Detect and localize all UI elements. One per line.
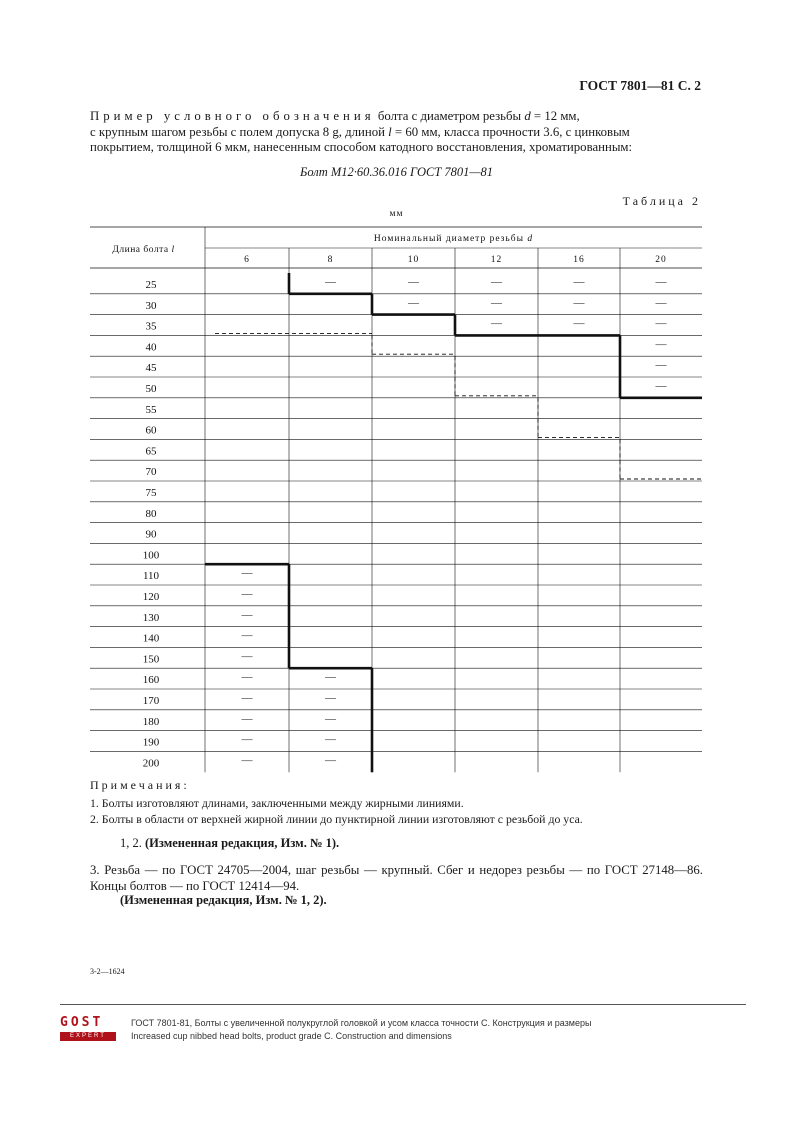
logo-bottom-text: EXPERT bbox=[60, 1032, 116, 1041]
length-cell-55: 55 bbox=[145, 403, 157, 416]
dash-cell: — bbox=[241, 629, 253, 642]
dash-cell: — bbox=[241, 712, 253, 725]
edit-note-2: (Измененная редакция, Изм. № 1, 2). bbox=[120, 893, 327, 907]
l-symbol: l bbox=[388, 124, 392, 139]
table-caption: Таблица 2 bbox=[622, 194, 701, 208]
header-diameter-label: Номинальный диаметр резьбы d bbox=[373, 234, 534, 244]
length-cell-200: 200 bbox=[142, 757, 160, 770]
dash-cell: — bbox=[491, 296, 502, 309]
header-length-symbol: l bbox=[171, 245, 175, 255]
dash-cell: — bbox=[408, 276, 419, 288]
page-title: ГОСТ 7801—81 С. 2 bbox=[579, 78, 701, 93]
dash-cell: — bbox=[241, 733, 253, 746]
edit-note-1 bbox=[120, 836, 339, 851]
length-cell-90: 90 bbox=[145, 528, 157, 541]
dash-cell: — bbox=[491, 276, 502, 288]
print-code: 3-2—1624 bbox=[90, 967, 125, 976]
length-cell-45: 45 bbox=[145, 362, 157, 375]
dash-cell: — bbox=[573, 276, 585, 288]
notes-title: Примечания: bbox=[90, 778, 190, 792]
dash-cell: — bbox=[655, 317, 667, 330]
footer-title-ru: ГОСТ 7801-81, Болты с увеличенной полукруглой головкой и усом класса точности С. Конструкция и размеры bbox=[131, 1018, 592, 1028]
d-symbol: d bbox=[524, 109, 531, 123]
note-1: 1. Болты изготовляют длинами, заключенными между жирными линиями. bbox=[90, 796, 464, 810]
length-cell-100: 100 bbox=[142, 549, 160, 562]
item-3: 3. Резьба — по ГОСТ 24705—2004, шаг резьбы — крупный. Сбег и недорез резьбы — по ГОСТ 27148—86. Концы болтов — по ГОСТ 12414—94. bbox=[90, 863, 703, 893]
dash-cell: — bbox=[241, 671, 253, 684]
dash-cell: — bbox=[241, 650, 253, 663]
length-cell-25: 25 bbox=[145, 279, 157, 291]
example-line-2a: с крупным шагом резьбы с полем допуска 8 g, длиной bbox=[90, 124, 389, 139]
length-cell-70: 70 bbox=[145, 466, 157, 479]
length-cell-160: 160 bbox=[142, 674, 160, 687]
dash-cell: — bbox=[325, 733, 336, 746]
diameter-header-20: 20 bbox=[655, 255, 667, 265]
header-length-label: Длина болта l bbox=[112, 245, 175, 255]
diameter-header-16: 16 bbox=[573, 255, 585, 265]
dash-cell: — bbox=[408, 296, 419, 309]
dash-cell: — bbox=[655, 296, 667, 309]
dash-cell: — bbox=[241, 567, 253, 580]
gost-expert-logo bbox=[60, 1016, 116, 1042]
length-cell-80: 80 bbox=[145, 507, 157, 520]
example-line-2b: = 60 мм, класса прочности 3.6, с цинковым bbox=[391, 124, 630, 139]
diameter-header-10: 10 bbox=[407, 255, 420, 265]
length-cell-65: 65 bbox=[145, 445, 157, 458]
example-line-3: покрытием, толщиной 6 мкм, нанесенным способом катодного восстановления, хроматированным: bbox=[90, 140, 633, 154]
length-cell-75: 75 bbox=[145, 487, 157, 499]
length-cell-170: 170 bbox=[142, 695, 160, 707]
dash-cell: — bbox=[325, 712, 336, 725]
length-cell-140: 140 bbox=[142, 632, 160, 645]
dash-cell: — bbox=[491, 317, 502, 330]
dash-cell: — bbox=[241, 692, 253, 704]
dash-cell: — bbox=[573, 317, 585, 330]
dash-cell: — bbox=[241, 608, 253, 621]
dash-cell: — bbox=[241, 754, 253, 767]
example-lead: Пример условного обозначения bbox=[90, 109, 375, 123]
length-cell-60: 60 bbox=[145, 424, 157, 437]
length-cell-35: 35 bbox=[145, 320, 157, 333]
dash-cell: — bbox=[241, 588, 253, 600]
edit-note-1-text: (Измененная редакция, Изм. № 1). bbox=[145, 836, 340, 850]
length-cell-180: 180 bbox=[142, 715, 160, 728]
length-cell-190: 190 bbox=[142, 736, 160, 749]
note-2: 2. Болты в области от верхней жирной линии до пунктирной линии изготовляют с резьбой до уса. bbox=[90, 812, 583, 826]
length-cell-40: 40 bbox=[145, 341, 157, 354]
edit-note-1-prefix: 1, 2. bbox=[120, 836, 145, 850]
diameter-header-6: 6 bbox=[244, 255, 250, 265]
dash-cell: — bbox=[655, 276, 667, 288]
bolt-designation: Болт М12·60.36.016 ГОСТ 7801—81 bbox=[299, 165, 494, 179]
dash-cell: — bbox=[655, 380, 667, 392]
length-cell-130: 130 bbox=[142, 611, 160, 624]
length-cell-30: 30 bbox=[145, 299, 157, 312]
dash-cell: — bbox=[655, 338, 667, 351]
dash-cell: — bbox=[325, 692, 336, 704]
table-unit: мм bbox=[389, 209, 404, 219]
dash-cell: — bbox=[573, 296, 585, 309]
example-text-1: болта с диаметром резьбы bbox=[374, 109, 525, 123]
dash-cell: — bbox=[325, 671, 336, 684]
dash-cell: — bbox=[325, 754, 336, 767]
length-cell-120: 120 bbox=[142, 591, 160, 603]
dash-cell: — bbox=[325, 276, 336, 288]
length-cell-50: 50 bbox=[145, 383, 157, 395]
logo-top-text: GOST bbox=[60, 1015, 104, 1030]
length-cell-110: 110 bbox=[142, 570, 160, 583]
footer-title-en: Increased cup nibbed head bolts, product grade C. Construction and dimensions bbox=[131, 1031, 452, 1041]
footer-divider bbox=[60, 1004, 746, 1005]
diameter-header-12: 12 bbox=[490, 255, 503, 265]
header-diameter-symbol: d bbox=[527, 234, 534, 244]
diameter-header-8: 8 bbox=[327, 255, 334, 265]
dash-cell: — bbox=[655, 359, 667, 372]
example-text-2: = 12 мм, bbox=[530, 109, 580, 123]
length-cell-150: 150 bbox=[142, 653, 160, 666]
